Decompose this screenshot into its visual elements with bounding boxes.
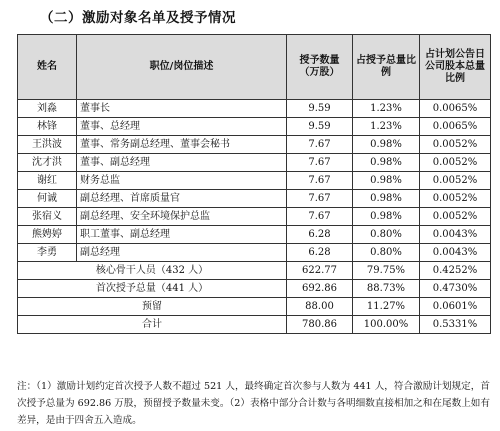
section-title: （二）激励对象名单及授予情况 xyxy=(40,10,236,26)
cell-capital-ratio: 0.0052% xyxy=(420,172,491,190)
cell-name: 林锋 xyxy=(18,118,77,136)
cell-position: 副总经理、首席质量官 xyxy=(77,190,287,208)
cell-grant-ratio: 11.27% xyxy=(353,298,420,316)
cell-capital-ratio: 0.4730% xyxy=(420,280,491,298)
cell-shares: 7.67 xyxy=(287,136,353,154)
cell-capital-ratio: 0.0052% xyxy=(420,154,491,172)
cell-capital-ratio: 0.0052% xyxy=(420,208,491,226)
table-row xyxy=(18,100,491,118)
cell-position: 董事长 xyxy=(77,100,287,118)
cell-grant-ratio: 79.75% xyxy=(353,262,420,280)
cell-shares: 692.86 xyxy=(287,280,353,298)
cell-position: 董事、常务副总经理、董事会秘书 xyxy=(77,136,287,154)
cell-position: 董事、总经理 xyxy=(77,118,287,136)
cell-summary-label: 预留 xyxy=(18,298,287,316)
cell-shares: 7.67 xyxy=(287,172,353,190)
table-row xyxy=(18,118,491,136)
cell-shares: 7.67 xyxy=(287,208,353,226)
footnote: 注：（1）激励计划约定首次授予人数不超过 521 人，最终确定首次参与人数为 441 人，符合激励计划规定，首次授予总量为 692.86 万股，预留授予数量未变。（2）表格中部分合计数与各明细数直接相加之和在尾数上如有差异，是由于四舍五入造成。 xyxy=(17,381,490,426)
summary-row xyxy=(18,316,491,334)
cell-shares: 622.77 xyxy=(287,262,353,280)
cell-shares: 7.67 xyxy=(287,154,353,172)
table-row xyxy=(18,190,491,208)
table-row xyxy=(18,154,491,172)
cell-name: 谢红 xyxy=(18,172,77,190)
cell-position: 职工董事、副总经理 xyxy=(77,226,287,244)
table-row xyxy=(18,244,491,262)
cell-shares: 6.28 xyxy=(287,226,353,244)
cell-position: 董事、副总经理 xyxy=(77,154,287,172)
cell-capital-ratio: 0.4252% xyxy=(420,262,491,280)
cell-capital-ratio: 0.0601% xyxy=(420,298,491,316)
header-grant-ratio: 占授予总量比例 xyxy=(353,35,420,100)
table-row xyxy=(18,172,491,190)
cell-name: 沈才洪 xyxy=(18,154,77,172)
summary-row xyxy=(18,298,491,316)
cell-name: 张宿义 xyxy=(18,208,77,226)
cell-grant-ratio: 0.98% xyxy=(353,154,420,172)
cell-capital-ratio: 0.5331% xyxy=(420,316,491,334)
cell-grant-ratio: 0.98% xyxy=(353,208,420,226)
cell-grant-ratio: 0.98% xyxy=(353,172,420,190)
cell-position: 副总经理 xyxy=(77,244,287,262)
cell-grant-ratio: 0.80% xyxy=(353,244,420,262)
cell-grant-ratio: 0.98% xyxy=(353,136,420,154)
header-name: 姓名 xyxy=(18,35,77,100)
cell-grant-ratio: 0.98% xyxy=(353,190,420,208)
table-row xyxy=(18,136,491,154)
grant-table xyxy=(17,34,491,334)
cell-name: 刘淼 xyxy=(18,100,77,118)
cell-name: 熊娉婷 xyxy=(18,226,77,244)
summary-row xyxy=(18,280,491,298)
cell-summary-label: 合计 xyxy=(18,316,287,334)
cell-summary-label: 首次授予总量（441 人） xyxy=(18,280,287,298)
cell-summary-label: 核心骨干人员（432 人） xyxy=(18,262,287,280)
cell-grant-ratio: 100.00% xyxy=(353,316,420,334)
cell-grant-ratio: 1.23% xyxy=(353,118,420,136)
summary-row xyxy=(18,262,491,280)
table-row xyxy=(18,226,491,244)
cell-shares: 88.00 xyxy=(287,298,353,316)
header-position: 职位/岗位描述 xyxy=(77,35,287,100)
header-capital-ratio: 占计划公告日公司股本总量比例 xyxy=(420,35,491,100)
cell-position: 财务总监 xyxy=(77,172,287,190)
cell-capital-ratio: 0.0043% xyxy=(420,244,491,262)
cell-name: 何诚 xyxy=(18,190,77,208)
cell-shares: 9.59 xyxy=(287,118,353,136)
cell-position: 副总经理、安全环境保护总监 xyxy=(77,208,287,226)
cell-name: 王洪波 xyxy=(18,136,77,154)
cell-capital-ratio: 0.0065% xyxy=(420,118,491,136)
cell-capital-ratio: 0.0065% xyxy=(420,100,491,118)
cell-name: 李勇 xyxy=(18,244,77,262)
table-header-row xyxy=(18,35,491,100)
cell-shares: 9.59 xyxy=(287,100,353,118)
cell-capital-ratio: 0.0052% xyxy=(420,190,491,208)
cell-capital-ratio: 0.0052% xyxy=(420,136,491,154)
cell-grant-ratio: 1.23% xyxy=(353,100,420,118)
cell-capital-ratio: 0.0043% xyxy=(420,226,491,244)
table-body xyxy=(18,100,491,334)
header-shares: 授予数量（万股） xyxy=(287,35,353,100)
cell-grant-ratio: 88.73% xyxy=(353,280,420,298)
cell-grant-ratio: 0.80% xyxy=(353,226,420,244)
cell-shares: 780.86 xyxy=(287,316,353,334)
table-row xyxy=(18,208,491,226)
cell-shares: 6.28 xyxy=(287,244,353,262)
cell-shares: 7.67 xyxy=(287,190,353,208)
